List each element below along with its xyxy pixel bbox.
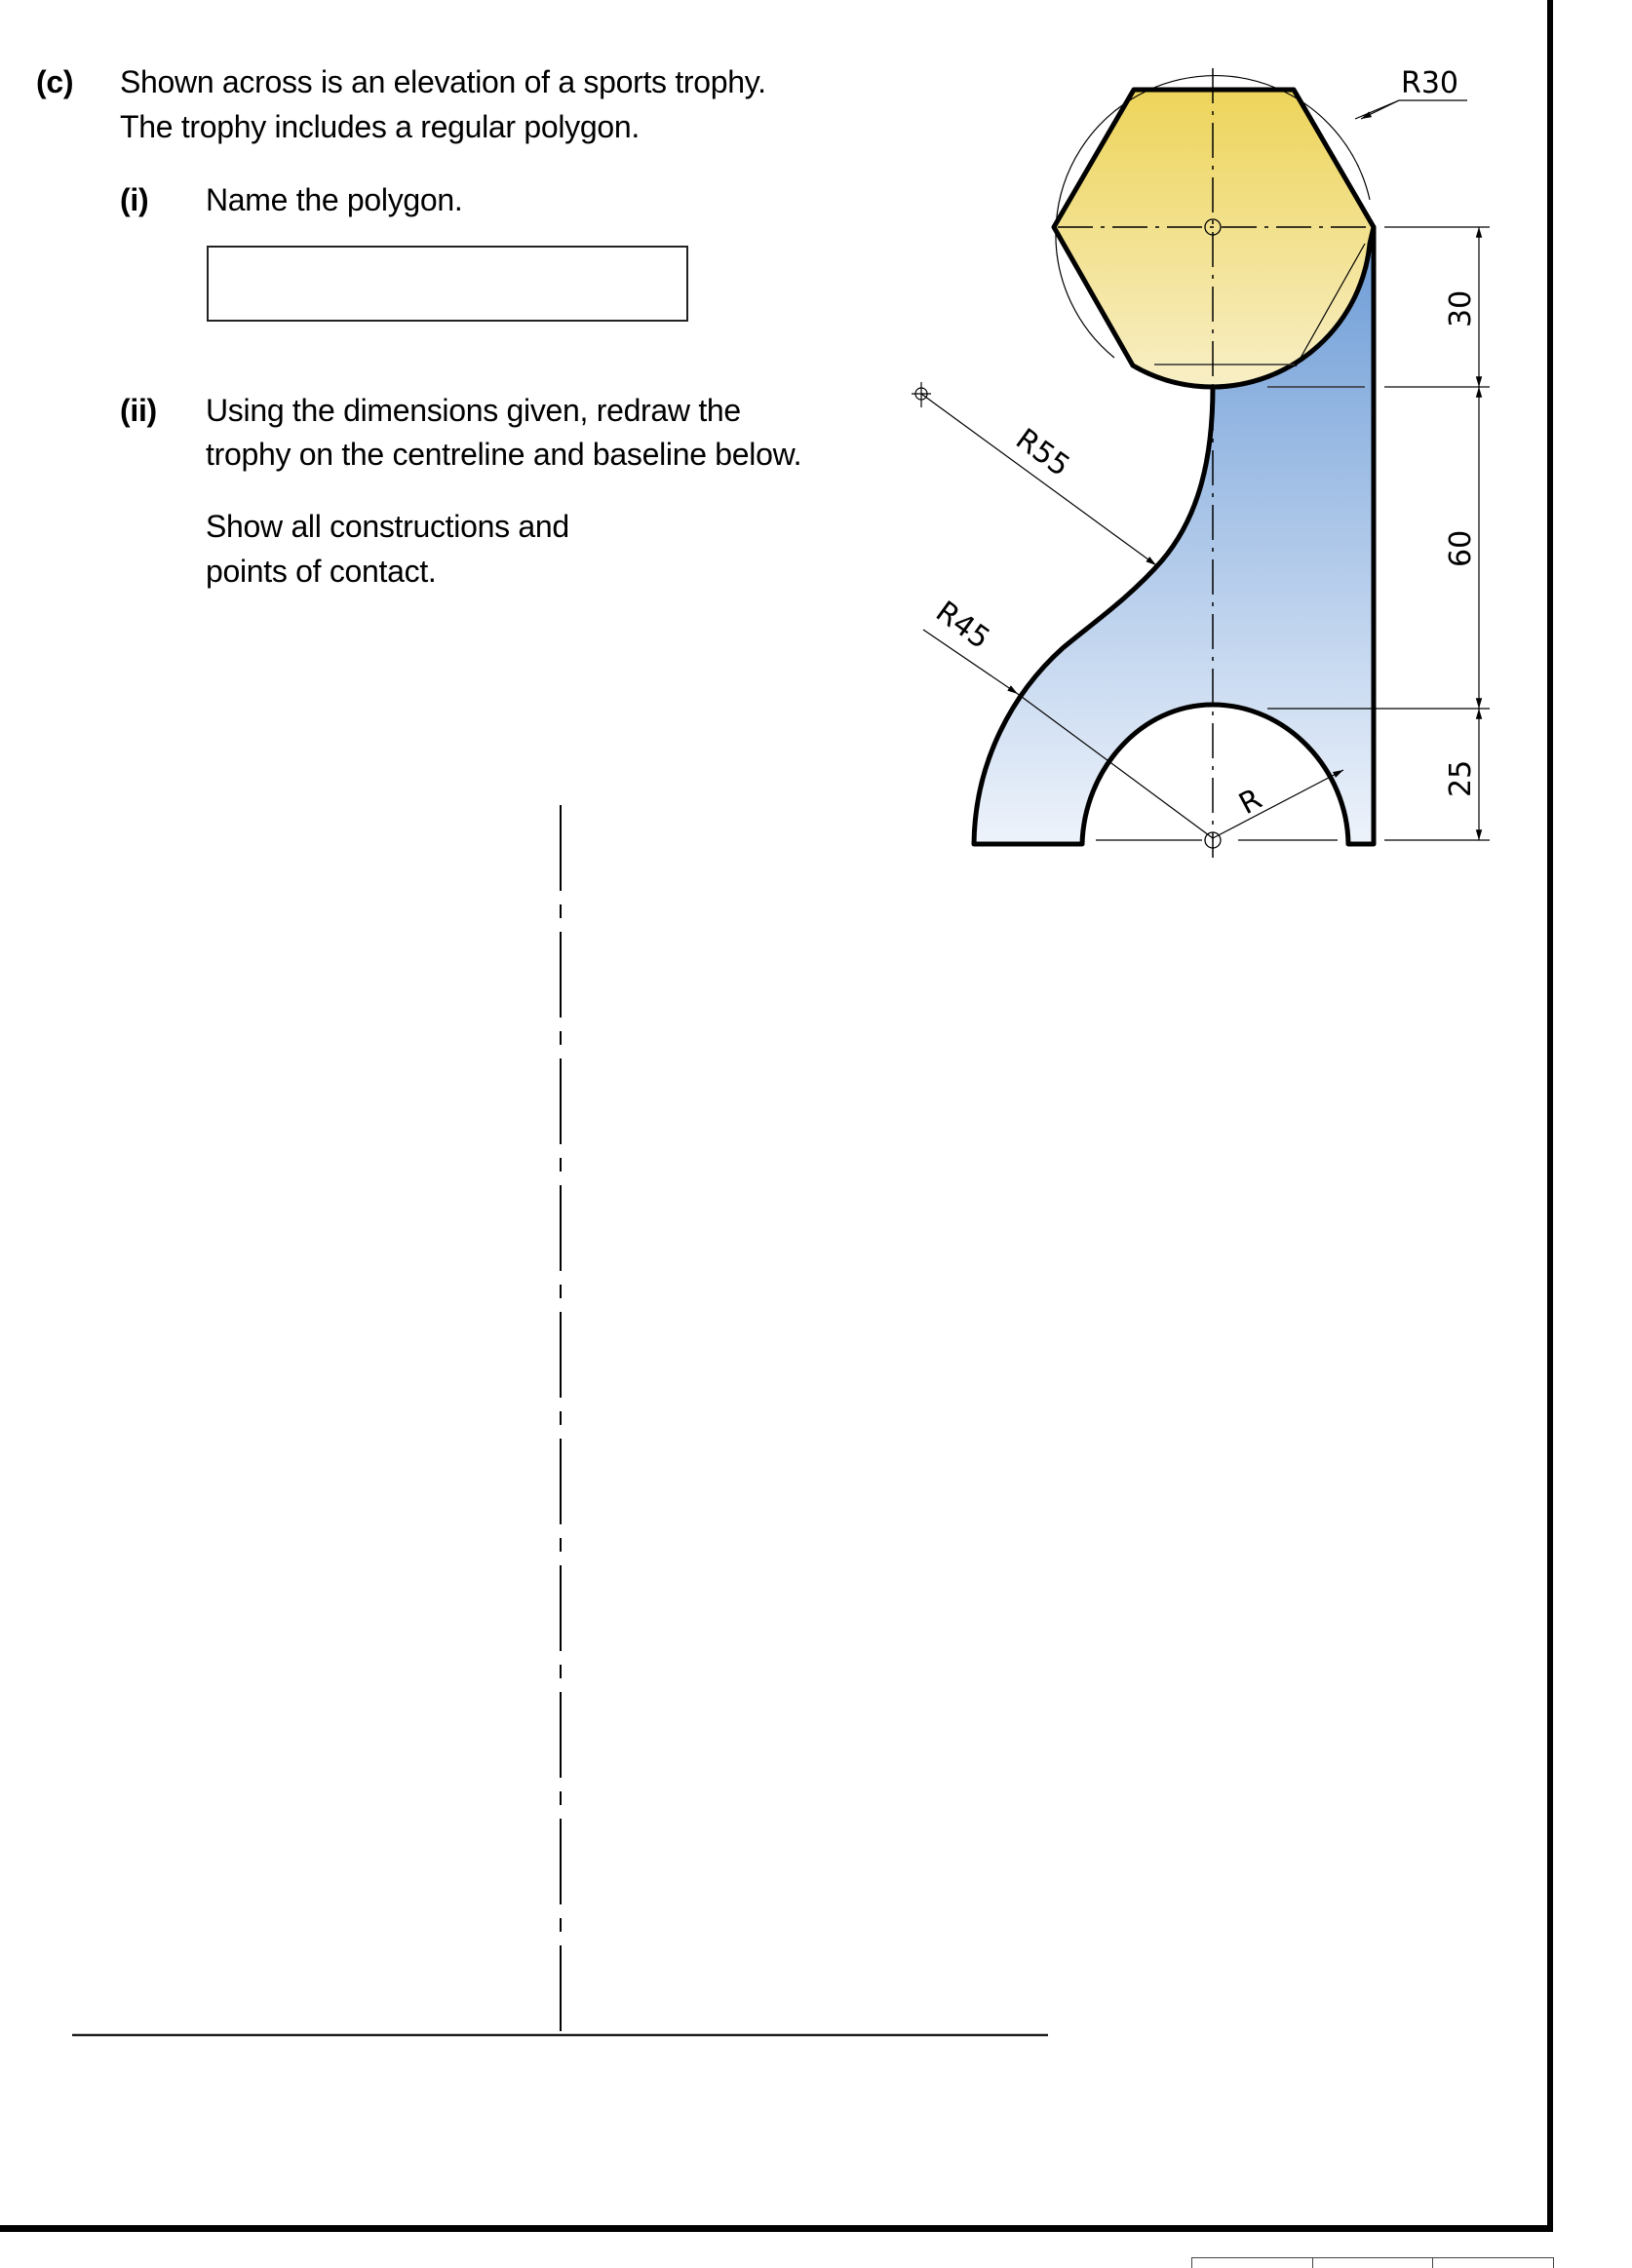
r30-label: R30	[1401, 66, 1459, 100]
r55-centre-mark	[912, 382, 931, 407]
part-label: (c)	[36, 64, 74, 99]
marks-cell	[1433, 2258, 1553, 2268]
dim-25-label: 25	[1444, 759, 1478, 797]
intro-line-1: Shown across is an elevation of a sports trophy.	[120, 64, 766, 99]
marks-table	[1191, 2257, 1554, 2268]
sub-question-i-label: (i)	[120, 182, 149, 217]
instruction-line-1: Show all constructions and	[206, 509, 569, 544]
page-border-bottom	[0, 2225, 1553, 2232]
sub-question-ii-label: (ii)	[120, 393, 157, 428]
marks-cell	[1192, 2258, 1313, 2268]
sub-question-ii-line-2: trophy on the centreline and baseline below.	[206, 437, 802, 472]
r-inner-label: R	[1233, 782, 1268, 823]
instruction-line-2: points of contact.	[206, 554, 437, 589]
sub-question-i-text: Name the polygon.	[206, 182, 463, 217]
dim-60-label: 60	[1444, 529, 1478, 567]
r55-label: R55	[1009, 422, 1076, 484]
page-border-right	[1547, 0, 1553, 2232]
intro-line-2: The trophy includes a regular polygon.	[120, 109, 640, 144]
sub-question-ii-line-1: Using the dimensions given, redraw the	[206, 393, 741, 428]
dim-30-label: 30	[1444, 289, 1478, 327]
r45-label: R45	[929, 595, 996, 657]
marks-cell	[1313, 2258, 1434, 2268]
